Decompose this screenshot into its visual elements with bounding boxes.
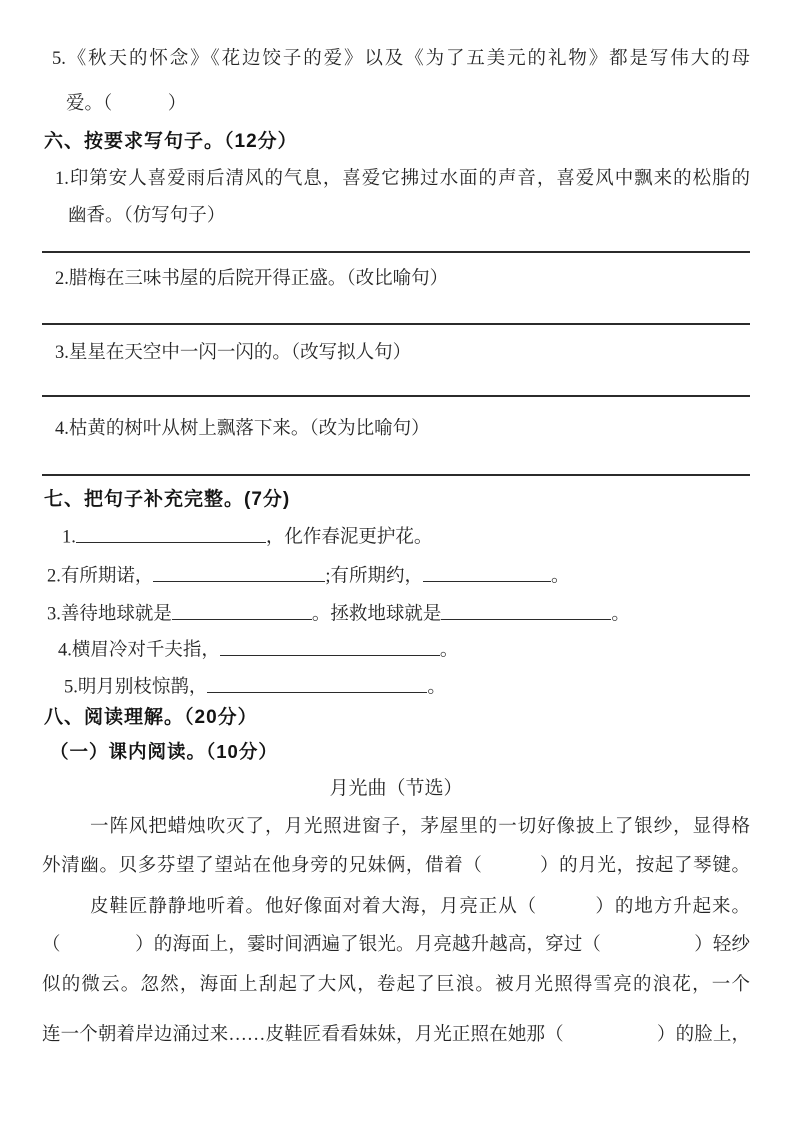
- item3-prefix: 3.善待地球就是: [47, 604, 172, 625]
- section6-heading: 六、按要求写句子。（12分）: [44, 131, 298, 152]
- answer-blank: [153, 563, 325, 582]
- item4-prefix: 4.横眉冷对千夫指，: [58, 640, 220, 661]
- answer-blank: [220, 637, 440, 656]
- item5-suffix: 。: [427, 677, 446, 698]
- passage-line: 连一个朝着岸边涌过来……皮鞋匠看看妹妹，月光正照在她那（ ）的脸上，: [42, 1025, 750, 1045]
- section7-item3: [47, 601, 755, 629]
- answer-blank: [76, 524, 266, 543]
- item3-suffix: 。: [611, 604, 630, 625]
- item3-middle: 。拯救地球就是: [311, 604, 442, 625]
- section7-heading: 七、把句子补充完整。(7分): [44, 489, 291, 510]
- judge-item-5-line2: 爱。（ ）: [66, 94, 187, 114]
- passage-line: 外清幽。贝多芬望了望站在他身旁的兄妹俩，借着（ ）的月光，按起了琴键。: [42, 856, 750, 876]
- judge-item-5-line1: 5.《秋天的怀念》《花边饺子的爱》以及《为了五美元的礼物》都是写伟大的母: [52, 49, 750, 69]
- item5-prefix: 5.明月别枝惊鹊，: [64, 677, 208, 698]
- answer-line: [42, 251, 750, 253]
- answer-blank: [172, 601, 312, 620]
- item2-prefix: 2.有所期诺，: [47, 566, 154, 587]
- answer-line: [42, 395, 750, 397]
- passage-line: 似的微云。忽然，海面上刮起了大风，卷起了巨浪。被月光照得雪亮的浪花，一个: [42, 975, 750, 995]
- section6-item4: 4.枯黄的树叶从树上飘落下来。（改为比喻句）: [55, 419, 430, 439]
- section6-item2: 2.腊梅在三味书屋的后院开得正盛。（改比喻句）: [55, 269, 449, 289]
- section8-heading: 八、阅读理解。（20分）: [44, 707, 258, 728]
- answer-blank: [207, 674, 427, 693]
- item2-middle: ;有所期约，: [325, 566, 424, 587]
- answer-line: [42, 323, 750, 325]
- section7-item5: [64, 674, 772, 702]
- item2-suffix: 。: [551, 566, 570, 587]
- answer-blank: [441, 601, 611, 620]
- item1-prefix: 1.: [62, 527, 76, 548]
- section7-item4: [58, 637, 766, 665]
- item1-suffix: ，化作春泥更护花。: [265, 527, 433, 548]
- section6-item3: 3.星星在天空中一闪一闪的。（改写拟人句）: [55, 343, 412, 363]
- passage-line: （ ）的海面上，霎时间洒遍了银光。月亮越升越高，穿过（ ）轻纱: [42, 935, 750, 955]
- item4-suffix: 。: [439, 640, 459, 661]
- section6-item1-line2: 幽香。（仿写句子）: [68, 206, 226, 226]
- section7-item2: [47, 563, 755, 591]
- passage-line: 皮鞋匠静静地听着。他好像面对着大海，月亮正从（ ）的地方升起来。: [90, 897, 750, 917]
- passage-title: 月光曲（节选）: [329, 778, 463, 799]
- answer-line: [42, 474, 750, 476]
- section8-sub-heading: （一）课内阅读。（10分）: [50, 741, 278, 762]
- passage-line: 一阵风把蜡烛吹灭了，月光照进窗子，茅屋里的一切好像披上了银纱，显得格: [90, 817, 750, 837]
- section7-item1: [62, 524, 770, 552]
- answer-blank: [423, 563, 551, 582]
- section6-item1-line1: 1.印第安人喜爱雨后清风的气息，喜爱它拂过水面的声音，喜爱风中飘来的松脂的: [55, 169, 750, 189]
